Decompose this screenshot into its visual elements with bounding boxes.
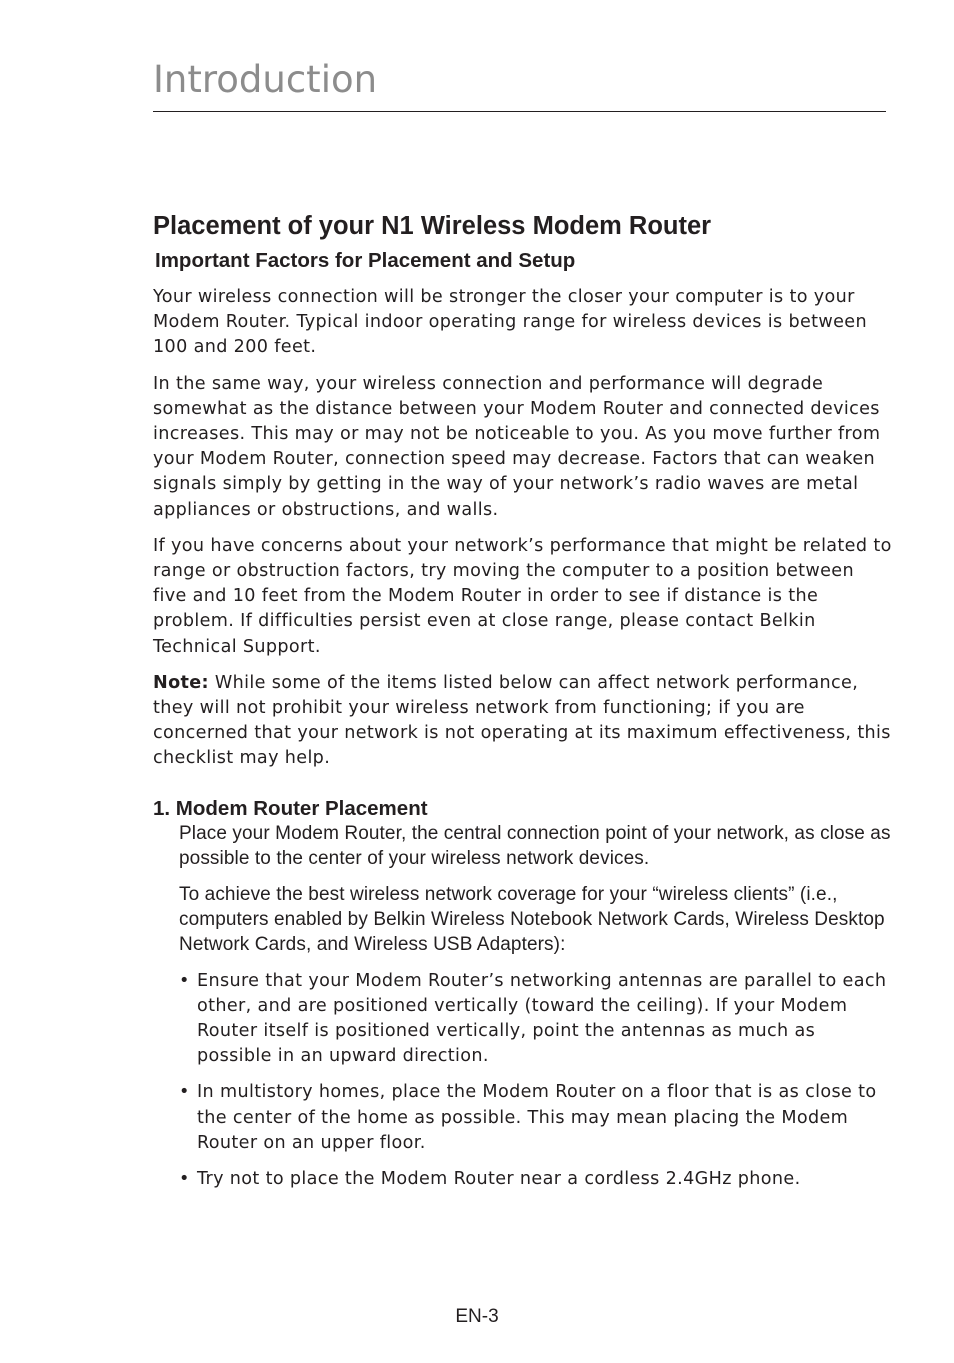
item-heading-modem-router-placement: 1. Modem Router Placement bbox=[153, 796, 428, 820]
bullet-marker: • bbox=[179, 1082, 190, 1103]
bullet-item bbox=[179, 1167, 893, 1192]
bullet-marker: • bbox=[179, 970, 190, 991]
body-paragraph: If you have concerns about your network’s performance that might be related to range or obstruction factors, try moving the computer to a position between five and 10 feet from the Modem Router in order to see if distance is the problem. If difficulties persist even at close range, please contact Belkin Technical Support. bbox=[153, 535, 892, 657]
bullet-item bbox=[179, 969, 893, 1070]
item-paragraph: Place your Modem Router, the central connection point of your network, as close as possible to the center of your wireless network devices. bbox=[179, 822, 891, 869]
page-content bbox=[153, 209, 893, 1192]
bullet-text: Ensure that your Modem Router’s networking antennas are parallel to each other, and are positioned vertically (toward the ceiling). If your Modem Router itself is positioned vertically, point the antennas as much as possible in an upward direction. bbox=[197, 970, 887, 1067]
header-divider bbox=[153, 111, 886, 112]
note-paragraph bbox=[153, 671, 893, 772]
body-paragraph: In the same way, your wireless connection and performance will degrade somewhat as the distance between your Modem Router and connected devices increases. This may or may not be noticeable to you. As you move further from your Modem Router, connection speed may decrease. Factors that can weaken signals simply by getting in the way of your network’s radio waves are metal appliances or obstructions, and walls. bbox=[153, 373, 881, 520]
section-title: Placement of your N1 Wireless Modem Router bbox=[153, 212, 712, 240]
bullet-marker: • bbox=[179, 1169, 190, 1190]
chapter-title: Introduction bbox=[153, 58, 378, 101]
bullet-item bbox=[179, 1080, 893, 1156]
note-text: While some of the items listed below can affect network performance, they will not prohibit your wireless network from functioning; if you are concerned that your network is not operating at its maximum effectiveness, this checklist may help. bbox=[153, 672, 891, 769]
section-subtitle: Important Factors for Placement and Setup bbox=[155, 249, 576, 272]
bullet-text: Try not to place the Modem Router near a cordless 2.4GHz phone. bbox=[197, 1169, 801, 1190]
item-paragraph: To achieve the best wireless network coverage for your “wireless clients” (i.e., computers enabled by Belkin Wireless Notebook Network Cards, Wireless Desktop Network Cards, and Wireless USB Adapters): bbox=[179, 884, 885, 956]
body-paragraph: Your wireless connection will be stronger the closer your computer is to your Modem Router. Typical indoor operating range for wireless devices is between 100 and 200 feet. bbox=[153, 287, 867, 358]
note-label: Note: bbox=[153, 672, 209, 693]
page-number: EN-3 bbox=[455, 1306, 499, 1327]
item-body bbox=[179, 821, 893, 1193]
bullet-text: In multistory homes, place the Modem Router on a floor that is as close to the center of the home as possible. This may mean placing the Modem Router on an upper floor. bbox=[197, 1082, 877, 1153]
bullet-list bbox=[179, 969, 893, 1193]
